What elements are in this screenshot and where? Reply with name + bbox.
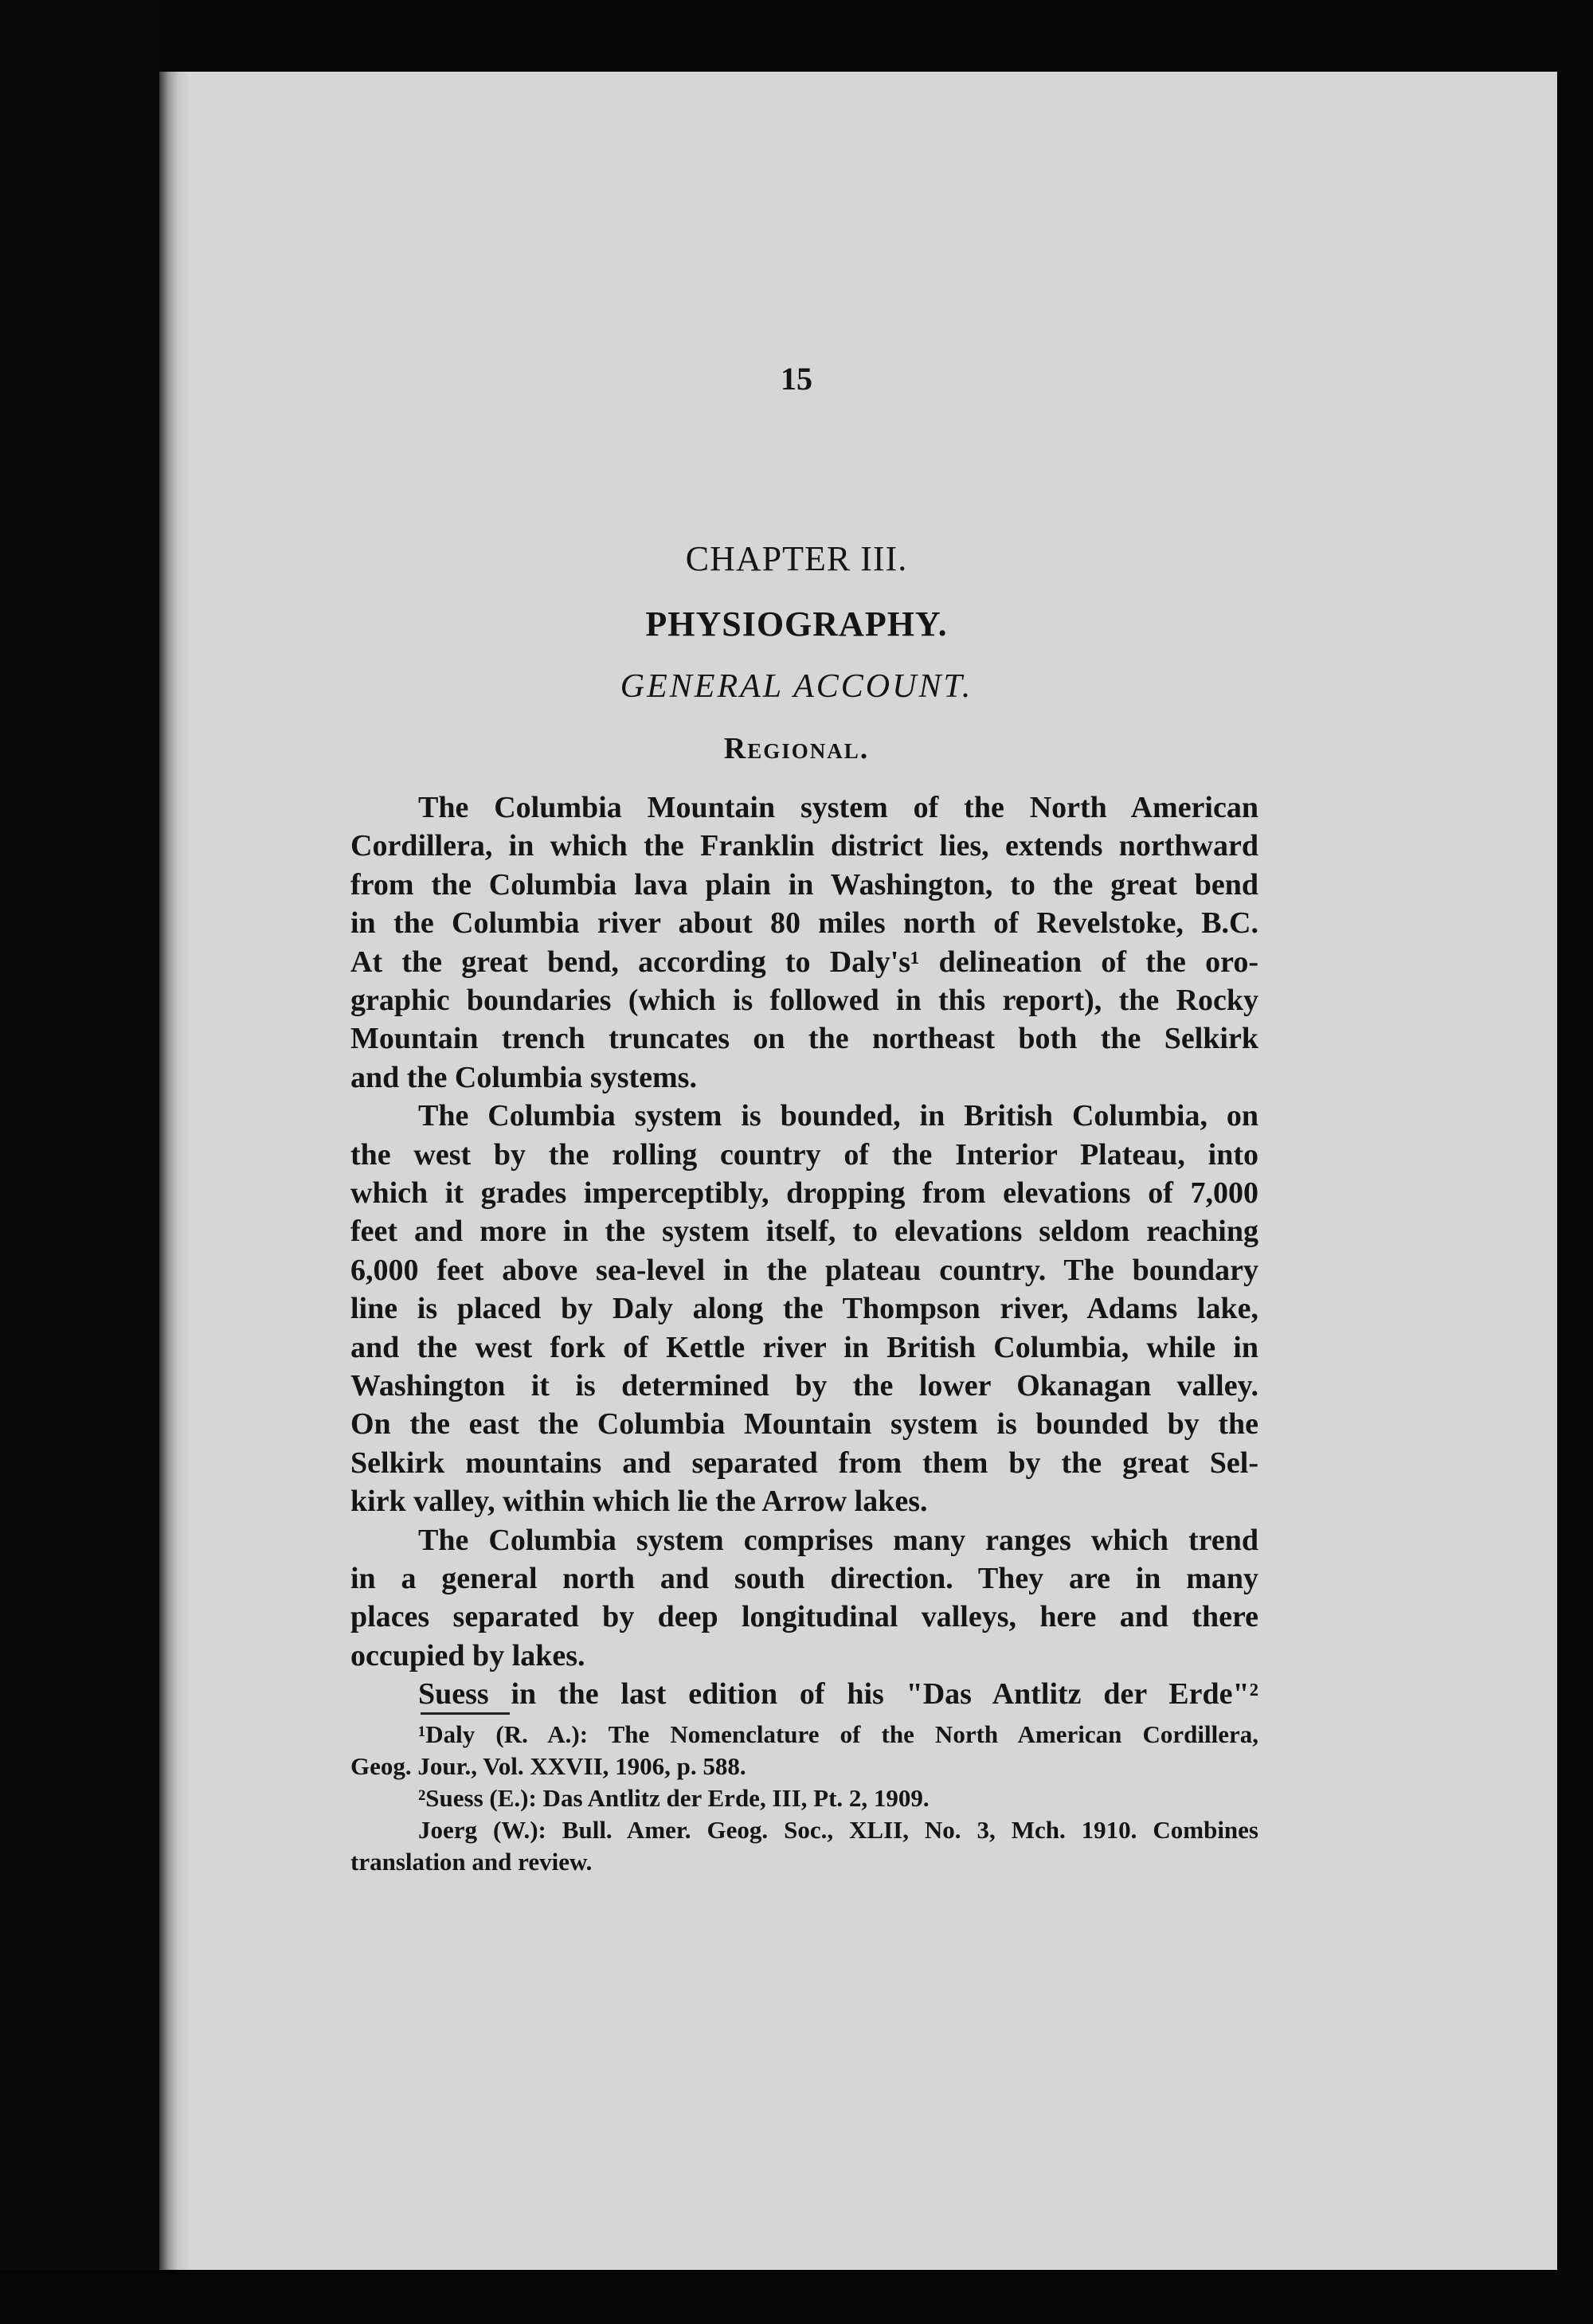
body-line: occupied by lakes.: [350, 1638, 585, 1673]
body-line: from the Columbia lava plain in Washington, to the great bend: [350, 867, 1258, 902]
body-line: On the east the Columbia Mountain system is bounded by the: [350, 1407, 1258, 1442]
section-title: PHYSIOGRAPHY.: [645, 604, 948, 644]
page-number: 15: [781, 361, 812, 397]
body-line: The Columbia Mountain system of the North American: [418, 791, 1258, 824]
scan-border-right: [1557, 0, 1593, 2324]
body-line: and the Columbia systems.: [350, 1060, 697, 1094]
footnote-line: translation and review.: [350, 1848, 593, 1876]
body-line: and the west fork of Kettle river in British Columbia, while in: [350, 1330, 1258, 1364]
body-line: places separated by deep longitudinal valleys, here and there: [350, 1600, 1258, 1634]
body-line: feet and more in the system itself, to elevations seldom reaching: [350, 1215, 1258, 1249]
body-line: Selkirk mountains and separated from them by the great Sel-: [350, 1446, 1258, 1480]
body-line: Mountain trench truncates on the northeast both the Selkirk: [350, 1022, 1258, 1056]
subsection-title: GENERAL ACCOUNT.: [620, 668, 973, 705]
body-line: The Columbia system comprises many ranges which trend: [418, 1523, 1258, 1557]
sub-subsection-title: Regional.: [723, 732, 870, 765]
body-line: line is placed by Daly along the Thompson river, Adams lake,: [350, 1292, 1258, 1326]
body-line: in the Columbia river about 80 miles north of Revelstoke, B.C.: [350, 906, 1258, 941]
body-line: 6,000 feet above sea-level in the plateau country. The boundary: [350, 1253, 1258, 1287]
body-line: in a general north and south direction. They are in many: [350, 1562, 1258, 1595]
body-line: Suess in the last edition of his "Das Antlitz der Erde"²: [418, 1677, 1258, 1712]
body-line: At the great bend, according to Daly's¹ delineation of the oro-: [350, 945, 1258, 979]
footnote-line: ¹Daly (R. A.): The Nomenclature of the North American Cordillera,: [418, 1720, 1258, 1748]
body-line: which it grades imperceptibly, dropping from elevations of 7,000: [350, 1176, 1258, 1210]
footnote-rule: [421, 1712, 510, 1715]
scan-border-left: [0, 0, 159, 2324]
body-line: kirk valley, within which lie the Arrow lakes.: [350, 1485, 928, 1519]
binding-edge: [159, 72, 191, 2270]
footnote-line: Geog. Jour., Vol. XXVII, 1906, p. 588.: [350, 1752, 746, 1780]
body-line: The Columbia system is bounded, in British Columbia, on: [418, 1099, 1258, 1133]
scan-border-top: [0, 0, 1593, 72]
footnote-line: ²Suess (E.): Das Antlitz der Erde, III, Pt. 2, 1909.: [418, 1784, 930, 1812]
body-line: Washington it is determined by the lower Okanagan valley.: [350, 1369, 1258, 1403]
chapter-title: CHAPTER III.: [685, 539, 908, 578]
body-line: Cordillera, in which the Franklin district lies, extends northward: [350, 829, 1258, 863]
body-line: graphic boundaries (which is followed in this report), the Rocky: [350, 984, 1258, 1017]
scan-border-bottom: [0, 2270, 1593, 2324]
body-line: the west by the rolling country of the Interior Plateau, into: [350, 1137, 1258, 1172]
footnote-line: Joerg (W.): Bull. Amer. Geog. Soc., XLII, No. 3, Mch. 1910. Combines: [418, 1816, 1258, 1844]
